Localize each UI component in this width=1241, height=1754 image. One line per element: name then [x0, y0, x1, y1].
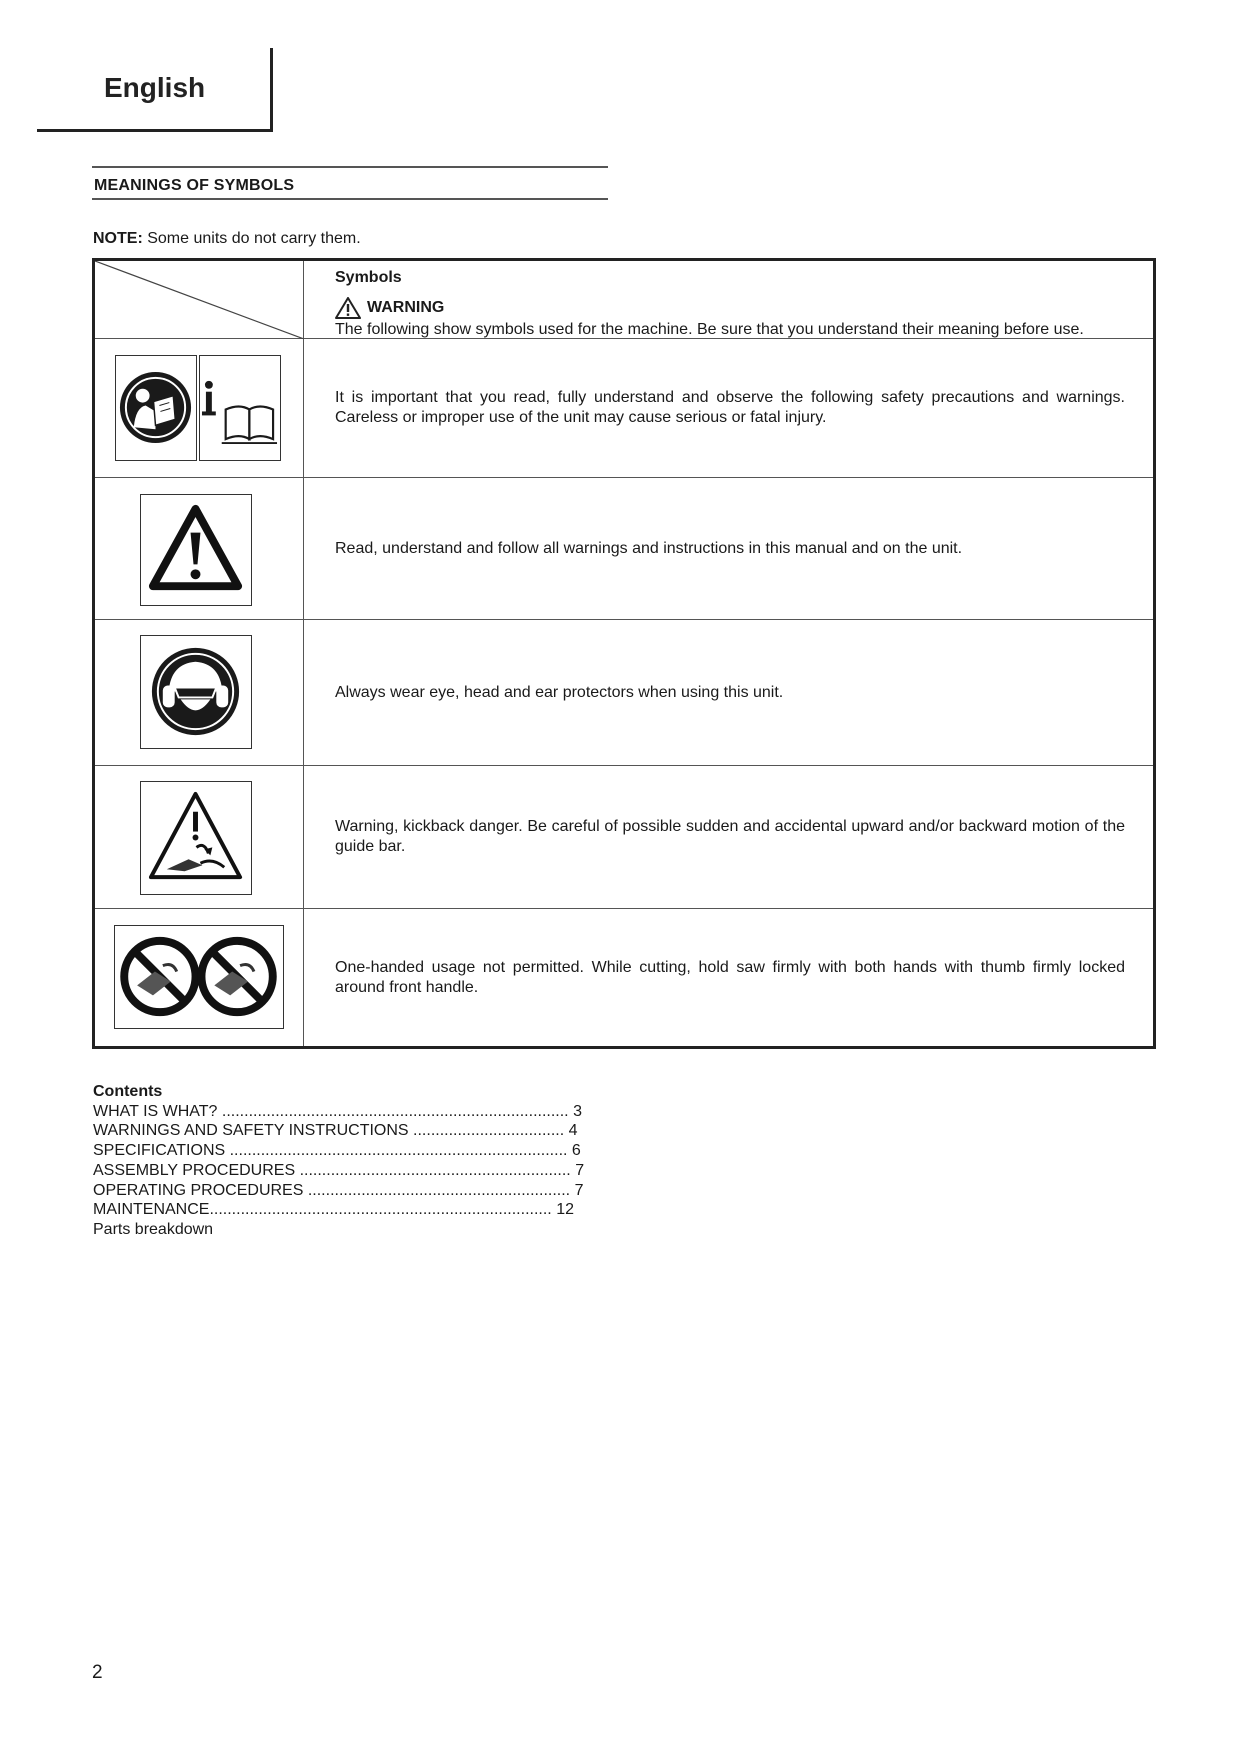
no-one-handed-icon	[114, 925, 284, 1029]
toc-item: SPECIFICATIONS ............................................................................ 6	[93, 1142, 581, 1160]
symbols-description: The following show symbols used for the machine. Be sure that you understand their meaning before use.	[335, 321, 1084, 338]
symbol-description: It is important that you read, fully understand and observe the following safety precautions and warnings. Careless or improper use of the unit may cause serious or fatal injury.	[335, 389, 1125, 426]
page-number: 2	[92, 1662, 103, 1683]
contents-heading: Contents	[93, 1083, 163, 1100]
toc-item: OPERATING PROCEDURES ........................................................... 7	[93, 1181, 584, 1199]
note	[93, 230, 361, 248]
section-title-text: MEANINGS OF SYMBOLS	[94, 177, 295, 194]
warning-label: WARNING	[367, 299, 445, 316]
symbol-icon-cell	[95, 339, 304, 477]
symbol-description: Warning, kickback danger. Be careful of possible sudden and accidental upward and/or backward motion of the guide bar.	[335, 818, 1125, 855]
diagonal-line	[95, 261, 304, 339]
section-title	[92, 166, 608, 200]
info-manual-icon	[199, 355, 281, 461]
header-diagonal-cell	[95, 261, 304, 338]
symbol-row	[95, 620, 1153, 766]
symbol-icon-cell	[95, 909, 304, 1046]
note-label: NOTE:	[93, 230, 143, 247]
language-label: English	[104, 72, 206, 103]
toc-item: WARNINGS AND SAFETY INSTRUCTIONS .................................. 4	[93, 1122, 578, 1140]
symbol-description: Always wear eye, head and ear protectors when using this unit.	[335, 683, 784, 701]
symbols-table	[92, 258, 1156, 1049]
symbol-description: One-handed usage not permitted. While cutting, hold saw firmly with both hands with thumb firmly locked around front handle.	[335, 958, 1125, 996]
protective-gear-icon	[140, 635, 252, 749]
symbol-row	[95, 909, 1153, 1046]
table-of-contents	[93, 1082, 584, 1240]
symbols-header-row	[95, 261, 1153, 339]
toc-item: WHAT IS WHAT? .............................................................................. 3	[93, 1102, 582, 1120]
warning-triangle-icon	[140, 494, 252, 606]
toc-item: ASSEMBLY PROCEDURES ............................................................. 7	[93, 1161, 585, 1179]
symbol-icon-cell	[95, 766, 304, 908]
symbol-icon-cell	[95, 620, 304, 765]
symbol-description: Read, understand and follow all warnings and instructions in this manual and on the unit.	[335, 539, 963, 557]
read-manual-icon	[115, 355, 197, 461]
kickback-icon	[140, 781, 252, 895]
warning-heading	[335, 297, 1125, 319]
warning-triangle-small-icon	[335, 297, 361, 319]
symbol-row	[95, 478, 1153, 620]
language-tab	[37, 48, 273, 132]
note-text: Some units do not carry them.	[142, 230, 361, 247]
symbols-title: Symbols	[335, 269, 402, 286]
symbols-header-text	[335, 269, 1125, 339]
symbol-row	[95, 339, 1153, 478]
symbol-row	[95, 766, 1153, 909]
symbol-icon-cell	[95, 478, 304, 619]
toc-item: Parts breakdown	[93, 1220, 214, 1238]
toc-item: MAINTENANCE............................................................................. 12	[93, 1201, 574, 1219]
